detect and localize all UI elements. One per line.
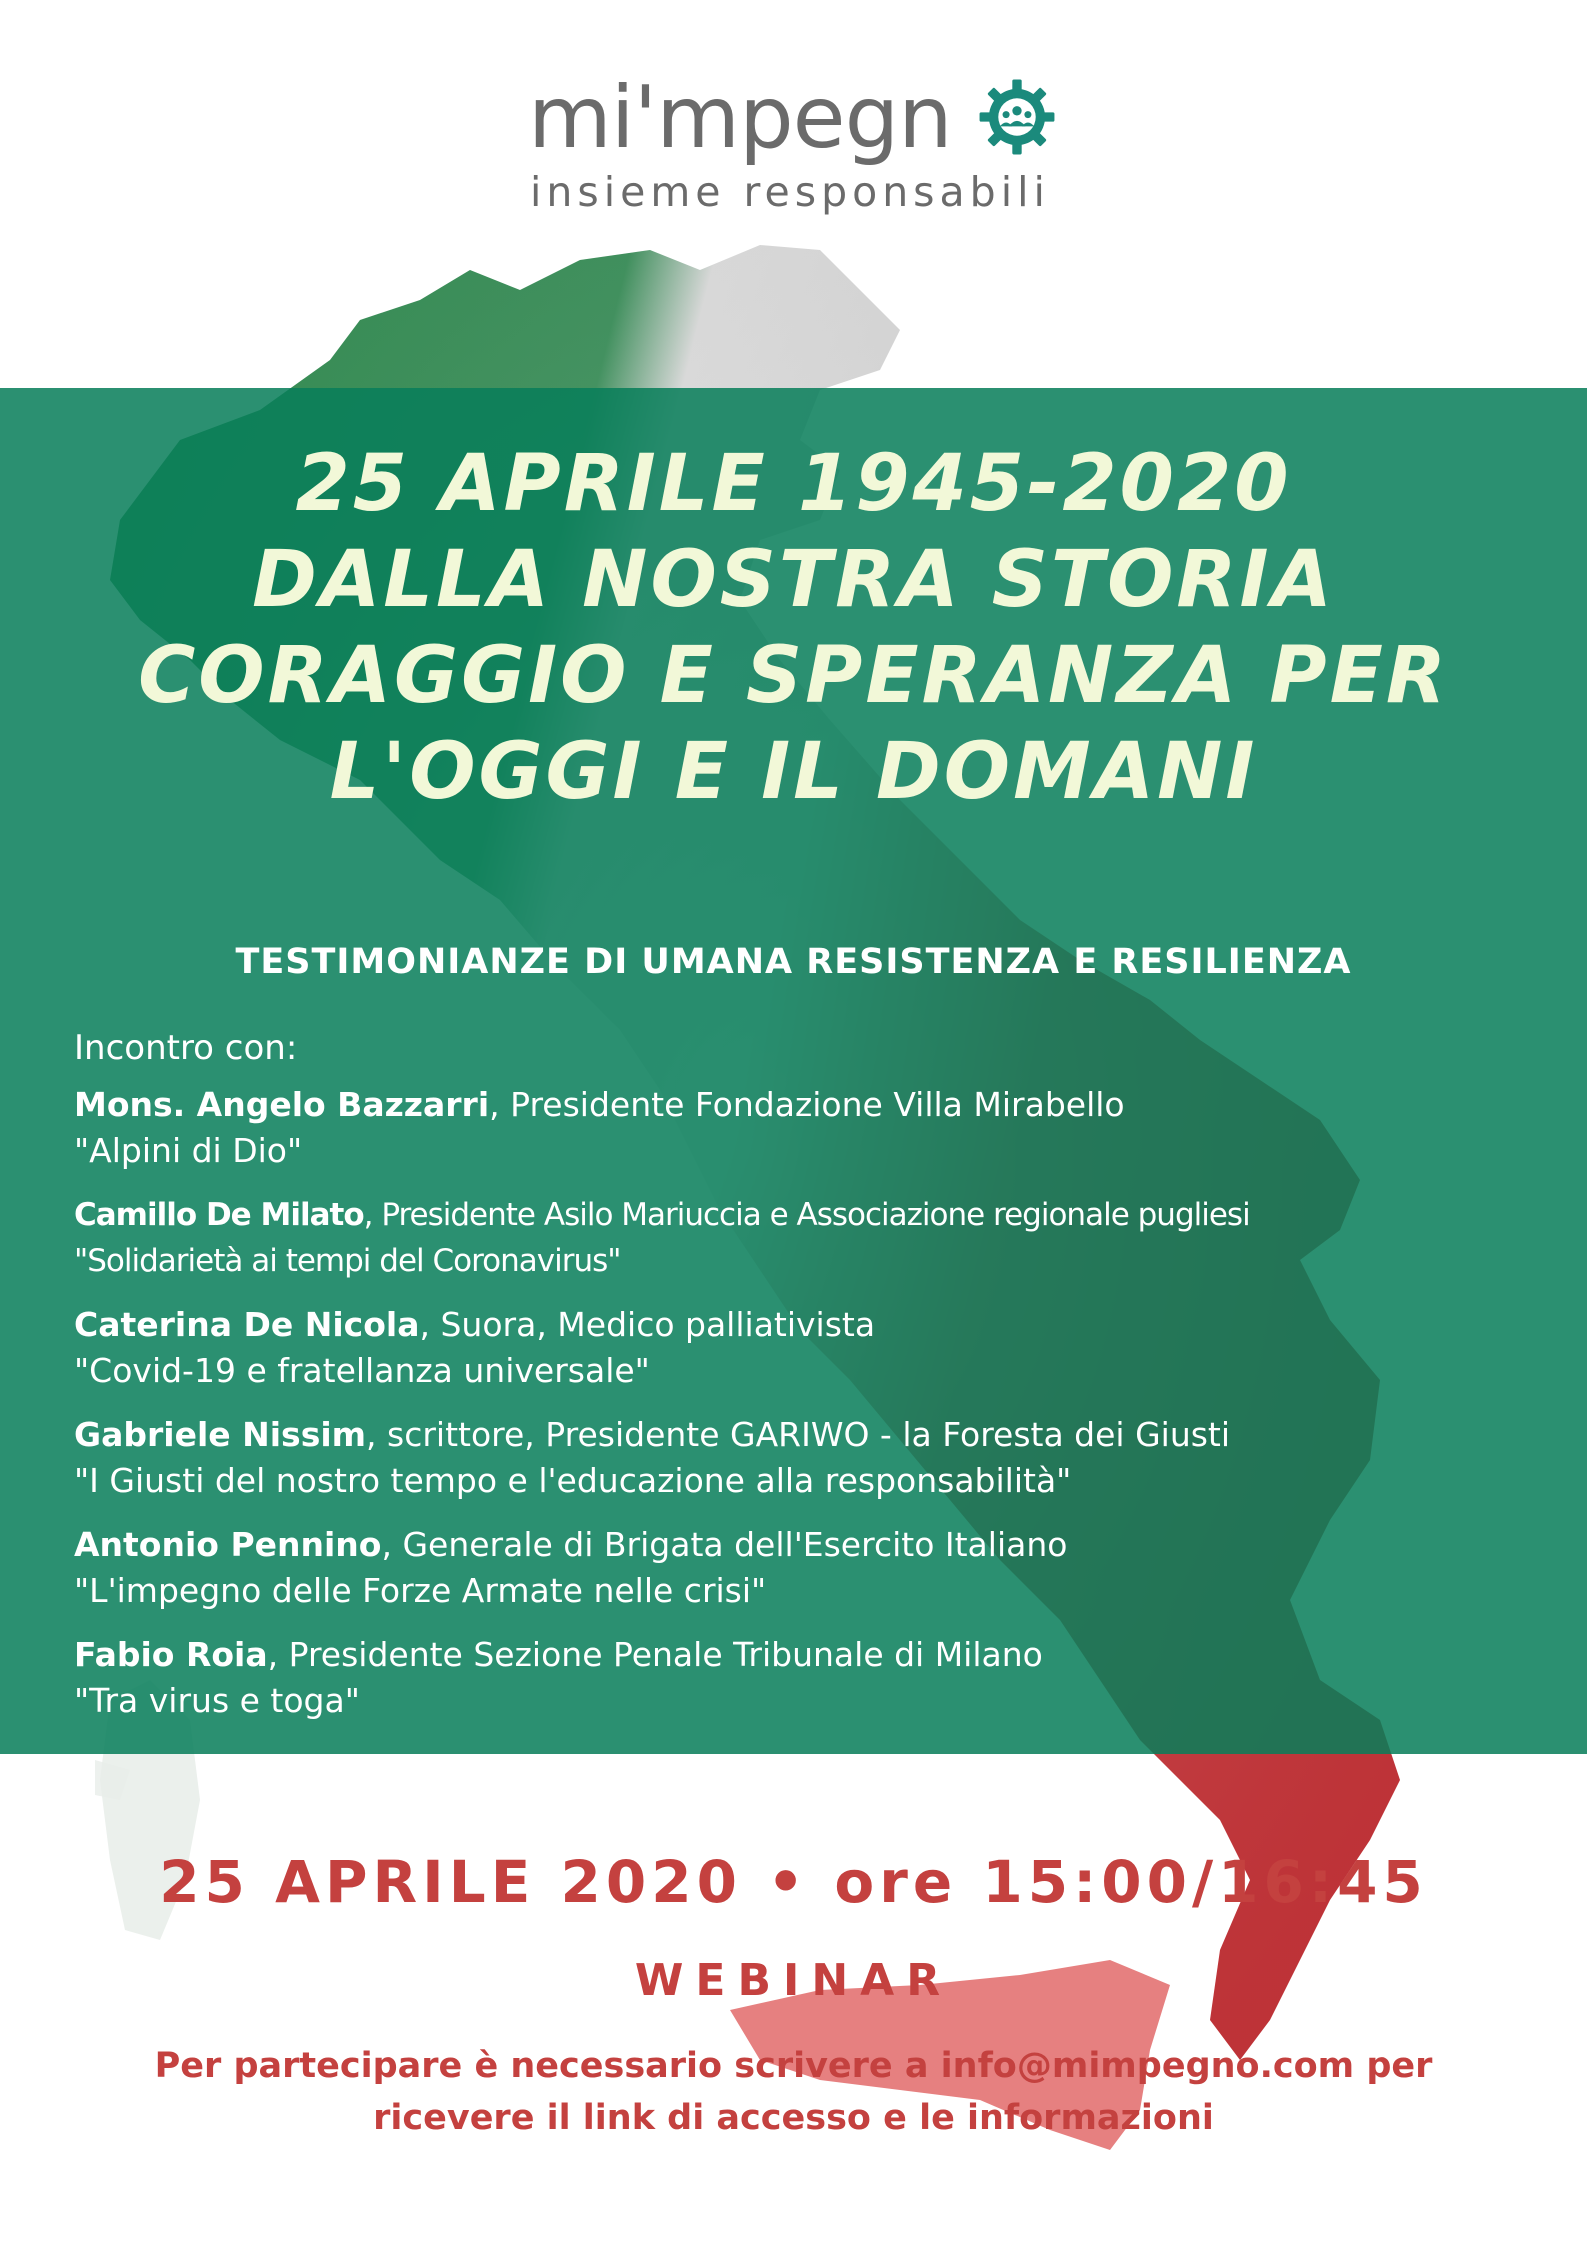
event-date: 25 APRILE 2020 • ore 15:00/16:45 xyxy=(159,1848,1428,1916)
speaker-name: Fabio Roia xyxy=(74,1635,268,1674)
speaker-role: , Generale di Brigata dell'Esercito Italiano xyxy=(381,1525,1068,1564)
speaker-talk: "I Giusti del nostro tempo e l'educazione alla responsabilità" xyxy=(74,1461,1072,1500)
speaker-role: , Presidente Asilo Mariuccia e Associazione regionale pugliesi xyxy=(363,1197,1250,1233)
headline xyxy=(0,436,1587,820)
headline-line: L'OGGI E IL DOMANI xyxy=(329,727,1258,817)
speaker-role: , Presidente Sezione Penale Tribunale di Milano xyxy=(267,1635,1043,1674)
speaker-item xyxy=(74,1412,1534,1504)
headline-line: DALLA NOSTRA STORIA xyxy=(252,535,1335,625)
speaker-item xyxy=(74,1192,1534,1284)
speaker-role: , Suora, Medico palliativista xyxy=(419,1305,876,1344)
participation-info xyxy=(0,2040,1587,2144)
speaker-name: Caterina De Nicola xyxy=(74,1305,420,1344)
speaker-item xyxy=(74,1632,1534,1724)
speaker-role: , scrittore, Presidente GARIWO - la Foresta dei Giusti xyxy=(366,1415,1231,1454)
speaker-role: , Presidente Fondazione Villa Mirabello xyxy=(489,1085,1125,1124)
subtitle: TESTIMONIANZE DI UMANA RESISTENZA E RESILIENZA xyxy=(235,942,1352,982)
speaker-item xyxy=(74,1522,1534,1614)
gear-people-icon xyxy=(978,78,1056,156)
speaker-talk: "Covid-19 e fratellanza universale" xyxy=(74,1351,650,1390)
speaker-talk: "Solidarietà ai tempi del Coronavirus" xyxy=(74,1243,621,1279)
logo-tagline: insieme responsabili xyxy=(530,168,1050,216)
info-line: ricevere il link di accesso e le informazioni xyxy=(373,2098,1214,2138)
speaker-name: Gabriele Nissim xyxy=(74,1415,367,1454)
speaker-name: Mons. Angelo Bazzarri xyxy=(74,1085,490,1124)
intro-label: Incontro con: xyxy=(74,1028,298,1068)
speaker-item xyxy=(74,1082,1534,1174)
speaker-talk: "Tra virus e toga" xyxy=(74,1681,360,1720)
info-line: Per partecipare è necessario scrivere a info@mimpegno.com per xyxy=(154,2046,1433,2086)
speaker-talk: "L'impegno delle Forze Armate nelle crisi" xyxy=(74,1571,767,1610)
speaker-list xyxy=(74,1082,1534,1742)
headline-line: CORAGGIO E SPERANZA PER xyxy=(138,631,1449,721)
headline-line: 25 APRILE 1945-2020 xyxy=(295,439,1292,529)
logo-wordmark: mi'mpegn xyxy=(528,68,952,168)
speaker-talk: "Alpini di Dio" xyxy=(74,1131,303,1170)
speaker-name: Camillo De Milato xyxy=(74,1197,364,1233)
speaker-name: Antonio Pennino xyxy=(74,1525,382,1564)
event-type: WEBINAR xyxy=(634,1955,953,2006)
speaker-item xyxy=(74,1302,1534,1394)
logo xyxy=(528,68,1068,218)
